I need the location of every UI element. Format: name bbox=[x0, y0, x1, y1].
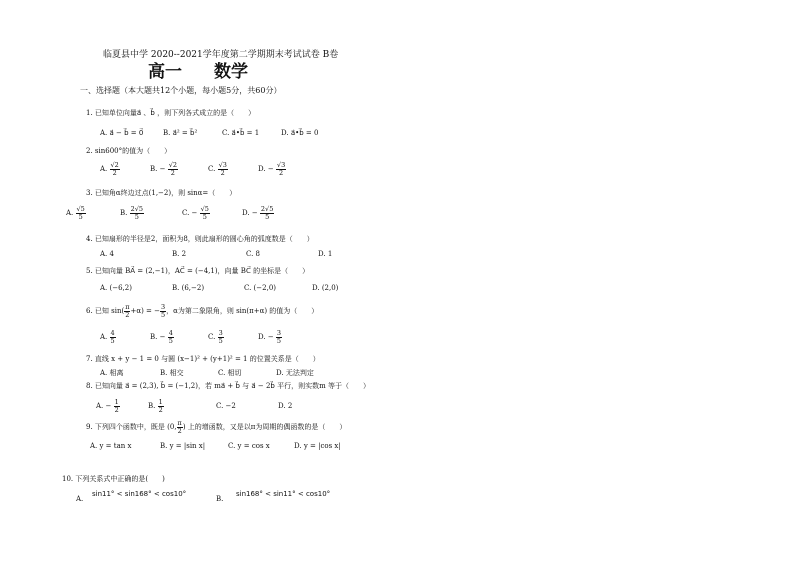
q1-option-b: B. a⃗² = b⃗² bbox=[163, 129, 198, 137]
q8-b-den: 2 bbox=[158, 405, 163, 414]
q3-option-b-fraction bbox=[130, 206, 144, 220]
q10-option-b: sin168° < sin11° < cos10° bbox=[236, 490, 331, 498]
question-3-stem: 3. 已知角α终边过点(1,−2)，则 sinα=（ ） bbox=[86, 189, 237, 197]
q3-option-c bbox=[182, 206, 210, 220]
q8-option-a-label: A. − bbox=[96, 402, 112, 410]
q8-option-b-fraction bbox=[158, 399, 164, 413]
q5-option-b: B. (6,−2) bbox=[172, 284, 205, 292]
q2-option-b bbox=[150, 162, 178, 176]
q6-c-den: 5 bbox=[218, 336, 223, 345]
question-6-stem bbox=[86, 304, 318, 318]
question-4-stem: 4. 已知扇形的半径是2，面积为8，则此扇形的圆心角的弧度数是（ ） bbox=[86, 235, 314, 243]
q8-option-a-fraction bbox=[114, 399, 120, 413]
q3-option-a-label: A. bbox=[66, 209, 74, 217]
q2-option-c bbox=[208, 162, 228, 176]
q6-option-b-label: B. − bbox=[150, 333, 166, 341]
q3-option-a-fraction bbox=[76, 206, 86, 220]
q6-frac2-den: 5 bbox=[161, 310, 166, 319]
q6-stem-pre: 6. 已知 sin( bbox=[86, 307, 125, 315]
q6-option-a-fraction bbox=[110, 330, 116, 344]
q1-option-a: A. a⃗ − b⃗ = 0⃗ bbox=[100, 129, 144, 137]
q3-b-den: 5 bbox=[134, 212, 139, 221]
q6-frac2-num: 3 bbox=[161, 303, 166, 311]
q8-option-c: C. −2 bbox=[216, 402, 236, 410]
q5-option-d: D. (2,0) bbox=[312, 284, 339, 292]
q6-stem-post: ，α为第二象限角，则 sin(π+α) 的值为（ ） bbox=[166, 307, 319, 315]
q9-stem-pre: 9. 下列四个函数中，既是 (0, bbox=[86, 423, 177, 431]
q7-option-d: D. 无法判定 bbox=[276, 369, 314, 377]
q4-option-c: C. 8 bbox=[246, 250, 261, 258]
q6-c-num: 3 bbox=[218, 329, 223, 337]
q9-option-d: D. y = |cos x| bbox=[294, 442, 341, 450]
q6-a-den: 5 bbox=[110, 336, 115, 345]
q9-option-a: A. y = tan x bbox=[90, 442, 132, 450]
q6-option-c bbox=[208, 330, 224, 344]
exam-title: 临夏县中学 2020--2021学年度第二学期期末考试试卷 B卷 bbox=[103, 50, 339, 60]
q6-option-b-fraction bbox=[168, 330, 174, 344]
section-heading: 一、选择题（本大题共12个小题，每小题5分，共60分） bbox=[80, 86, 282, 95]
question-10-stem: 10. 下列关系式中正确的是( ) bbox=[62, 475, 165, 483]
question-9-stem bbox=[86, 420, 346, 434]
q1-option-c: C. a⃗•b⃗ = 1 bbox=[222, 129, 260, 137]
subject-label: 数学 bbox=[214, 62, 248, 82]
question-1-stem: 1. 已知单位向量a⃗ 、b⃗ ，则下列各式成立的是（ ） bbox=[86, 109, 256, 117]
q6-option-b bbox=[150, 330, 174, 344]
q6-b-num: 4 bbox=[168, 329, 173, 337]
q5-option-a: A. (−6,2) bbox=[100, 284, 132, 292]
q4-option-d: D. 1 bbox=[318, 250, 333, 258]
q8-option-b-label: B. bbox=[148, 402, 156, 410]
q2-a-den: 2 bbox=[112, 168, 117, 177]
q2-option-b-fraction bbox=[168, 162, 178, 176]
q2-b-den: 2 bbox=[170, 168, 175, 177]
q2-b-num: √2 bbox=[168, 161, 177, 169]
q9-option-c: C. y = cos x bbox=[228, 442, 270, 450]
q3-d-num: 2√5 bbox=[260, 205, 274, 213]
q7-option-a: A. 相离 bbox=[100, 369, 124, 377]
q2-c-num: √3 bbox=[218, 161, 227, 169]
q3-b-num: 2√5 bbox=[130, 205, 144, 213]
q2-option-c-fraction bbox=[218, 162, 228, 176]
q9-frac-num: π bbox=[177, 419, 182, 427]
q8-a-num: 1 bbox=[114, 398, 119, 406]
q2-option-a bbox=[100, 162, 120, 176]
q6-option-d-fraction bbox=[276, 330, 282, 344]
q10-option-a: sin11° < sin168° < cos10° bbox=[92, 490, 187, 498]
q6-option-d bbox=[258, 330, 282, 344]
q6-option-c-fraction bbox=[218, 330, 224, 344]
q10-option-a-label: A. bbox=[76, 495, 84, 503]
q8-a-den: 2 bbox=[114, 405, 119, 414]
q6-option-a bbox=[100, 330, 116, 344]
q6-frac1-num: π bbox=[125, 303, 130, 311]
q6-a-num: 4 bbox=[110, 329, 115, 337]
q2-d-num: √3 bbox=[276, 161, 286, 169]
q2-option-d-label: D. − bbox=[258, 165, 274, 173]
question-8-stem: 8. 已知向量 a⃗ = (2,3), b⃗ = (−1,2)，若 ma⃗ + b⃗ 与 a⃗ − 2b⃗ 平行，则实数m 等于（ ） bbox=[86, 382, 370, 390]
q2-a-num: √2 bbox=[110, 161, 119, 169]
q3-d-den: 5 bbox=[265, 212, 270, 221]
q2-option-d bbox=[258, 162, 286, 176]
grade-label: 高一 bbox=[148, 62, 182, 82]
q7-option-c: C. 相切 bbox=[218, 369, 242, 377]
q9-frac-den: 2 bbox=[177, 426, 182, 435]
question-7-stem: 7. 直线 x + y − 1 = 0 与圆 (x−1)² + (y+1)² = 1 的位置关系是（ ） bbox=[86, 355, 320, 363]
q4-option-b: B. 2 bbox=[172, 250, 187, 258]
q6-option-a-label: A. bbox=[100, 333, 108, 341]
q8-option-a bbox=[96, 399, 120, 413]
q6-d-den: 5 bbox=[276, 336, 282, 345]
q8-option-b bbox=[148, 399, 164, 413]
q3-option-a bbox=[66, 206, 86, 220]
q2-option-a-label: A. bbox=[100, 165, 108, 173]
q7-option-b: B. 相交 bbox=[160, 369, 184, 377]
q3-option-c-label: C. − bbox=[182, 209, 198, 217]
q3-option-d-label: D. − bbox=[242, 209, 258, 217]
q3-option-b-label: B. bbox=[120, 209, 128, 217]
q6-frac1-den: 2 bbox=[125, 310, 130, 319]
q6-b-den: 5 bbox=[168, 336, 173, 345]
q3-a-den: 5 bbox=[78, 212, 83, 221]
q4-option-a: A. 4 bbox=[100, 250, 114, 258]
q6-stem-mid: +α) = − bbox=[130, 307, 160, 315]
q8-option-d: D. 2 bbox=[278, 402, 293, 410]
q2-d-den: 2 bbox=[278, 168, 284, 177]
q3-option-d bbox=[242, 206, 274, 220]
q3-option-b bbox=[120, 206, 144, 220]
q2-option-c-label: C. bbox=[208, 165, 216, 173]
q3-c-den: 5 bbox=[202, 212, 207, 221]
question-2-stem: 2. sin600°的值为（ ） bbox=[86, 147, 172, 155]
q2-c-den: 2 bbox=[220, 168, 225, 177]
q10-option-b-label: B. bbox=[216, 495, 224, 503]
q2-option-a-fraction bbox=[110, 162, 120, 176]
q3-a-num: √5 bbox=[76, 205, 85, 213]
q1-option-d: D. a⃗•b⃗ = 0 bbox=[281, 129, 319, 137]
q5-option-c: C. (−2,0) bbox=[244, 284, 277, 292]
q2-option-d-fraction bbox=[276, 162, 286, 176]
q6-d-num: 3 bbox=[276, 329, 282, 337]
q3-option-d-fraction bbox=[260, 206, 274, 220]
q9-stem-post: ) 上的增函数，又是以π为周期的偶函数的是（ ） bbox=[182, 423, 347, 431]
q3-c-num: √5 bbox=[200, 205, 209, 213]
q9-option-b: B. y = |sin x| bbox=[160, 442, 206, 450]
q6-option-d-label: D. − bbox=[258, 333, 274, 341]
q6-option-c-label: C. bbox=[208, 333, 216, 341]
question-5-stem: 5. 已知向量 BA⃗ = (2,−1)，AC⃗ = (−4,1)，向量 BC⃗ 的坐标是（ ） bbox=[86, 267, 310, 275]
q2-option-b-label: B. − bbox=[150, 165, 166, 173]
q8-b-num: 1 bbox=[158, 398, 163, 406]
q3-option-c-fraction bbox=[200, 206, 210, 220]
